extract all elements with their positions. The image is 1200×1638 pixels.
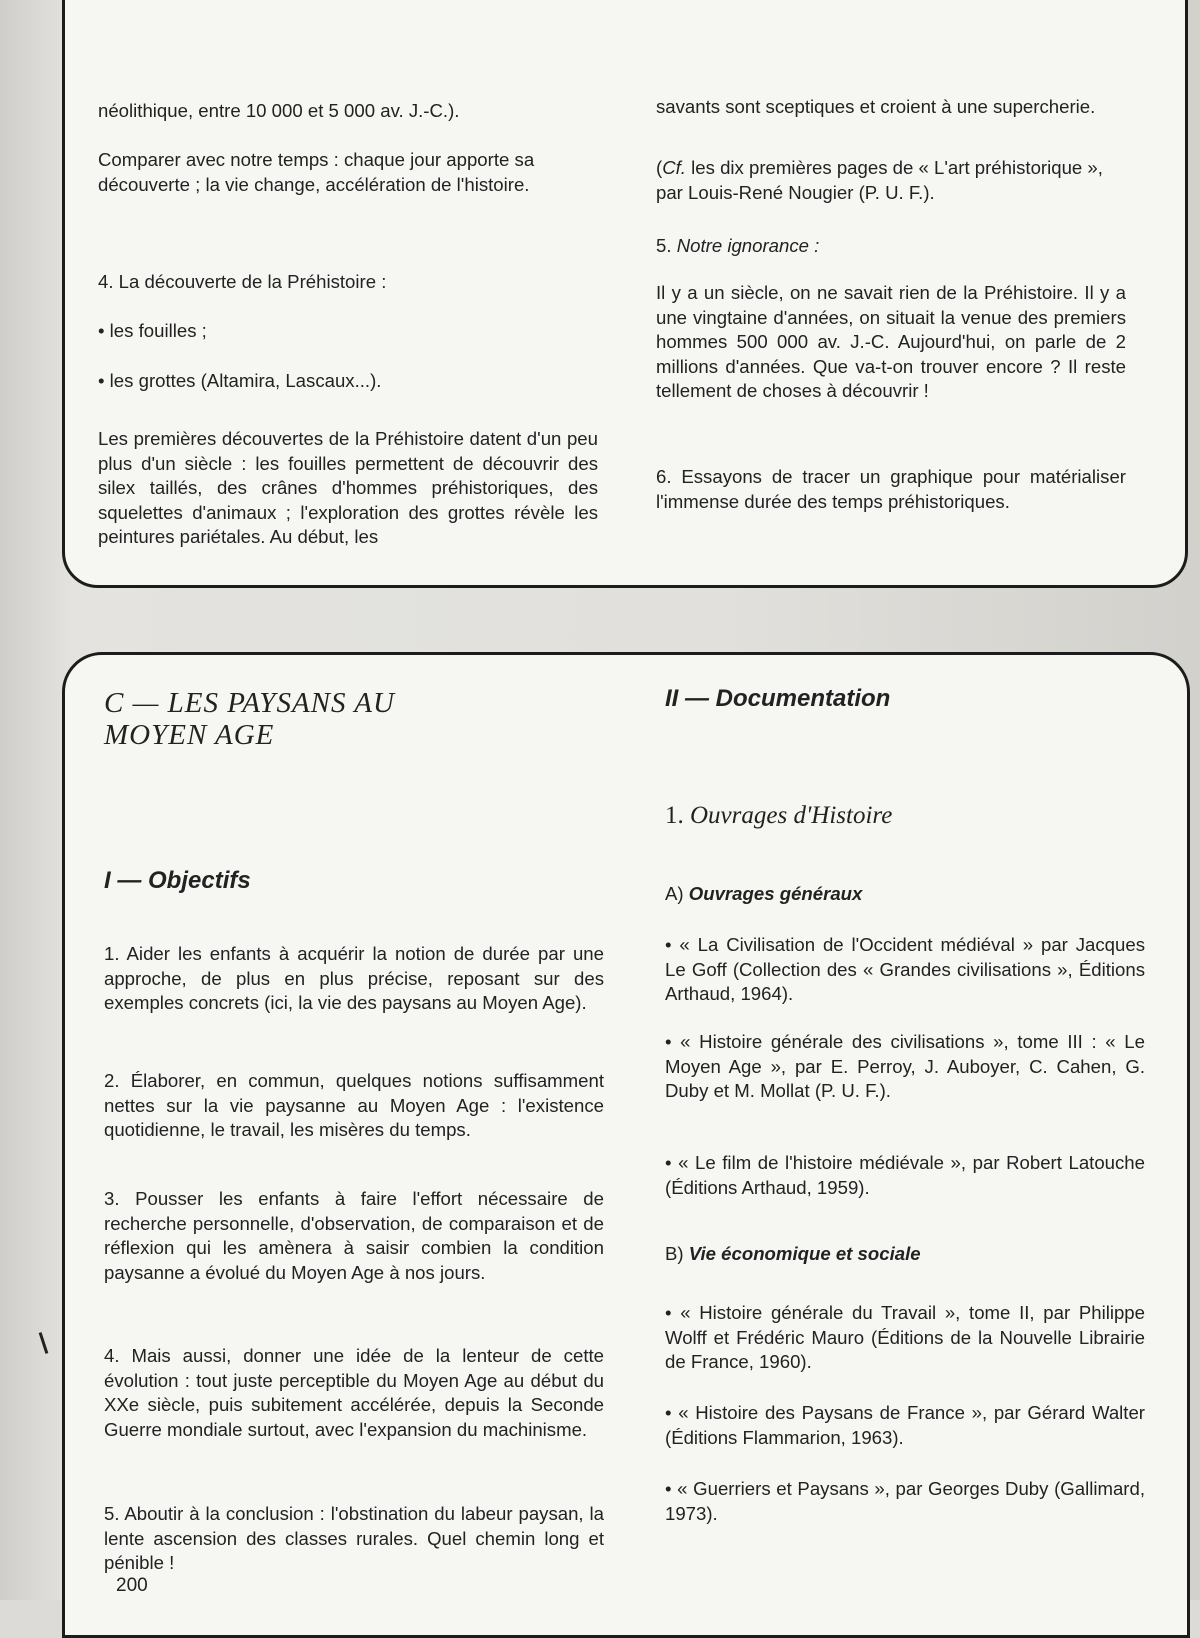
paragraph: Il y a un siècle, on ne savait rien de la Préhistoire. Il y a une vingtaine d'années, on situait la venue des premiers hommes 500 000 av. J.-C. Aujourd'hui, on parle de 2 millions d'années. Que va-t-on trouver encore ? Il reste tellement de choses à découvrir ! bbox=[656, 282, 1126, 401]
objective-item: 2. Élaborer, en commun, quelques notions suffisamment nettes sur la vie paysanne au Moyen Age : l'existence quotidienne, le travail, les misères du temps. bbox=[104, 1070, 604, 1140]
section-title: C — LES PAYSANS AU MOYEN AGE bbox=[104, 687, 395, 751]
reference-item: • « La Civilisation de l'Occident médiéval » par Jacques Le Goff (Collection des « Grandes civilisations », Éditions Arthaud, 1964). bbox=[665, 934, 1145, 1004]
objective-item: 1. Aider les enfants à acquérir la notion de durée par une approche, de plus en plus précise, reposant sur des exemples concrets (ici, la vie des paysans au Moyen Age). bbox=[104, 943, 604, 1013]
paragraph: Comparer avec notre temps : chaque jour apporte sa découverte ; la vie change, accélération de l'histoire. bbox=[98, 149, 535, 195]
objective-item: 4. Mais aussi, donner une idée de la lenteur de cette évolution : tout juste perceptible du Moyen Age au début du XXe siècle, puis subitement accélérée, depuis la Seconde Guerre mondiale surtout, avec l'expansion du machinisme. bbox=[104, 1345, 604, 1440]
ouvrages-heading: 1. Ouvrages d'Histoire bbox=[665, 802, 893, 829]
objective-item: 5. Aboutir à la conclusion : l'obstination du labeur paysan, la lente ascension des classes rurales. Quel chemin long et pénible ! bbox=[104, 1503, 604, 1573]
paragraph: néolithique, entre 10 000 et 5 000 av. J.-C.). bbox=[98, 100, 460, 121]
reference-item: • « Histoire générale des civilisations », tome III : « Le Moyen Age », par E. Perroy, J. Auboyer, C. Cahen, G. Duby et M. Mollat (P. U. F.). bbox=[665, 1031, 1145, 1101]
citation: (Cf. les dix premières pages de « L'art préhistorique », par Louis-René Nougier (P. U. F.). bbox=[656, 157, 1103, 203]
subheading: A) Ouvrages généraux bbox=[665, 883, 863, 904]
reference-item: • « Le film de l'histoire médiévale », par Robert Latouche (Éditions Arthaud, 1959). bbox=[665, 1152, 1145, 1198]
paragraph: Les premières découvertes de la Préhistoire datent d'un peu plus d'un siècle : les fouilles permettent de découvrir des silex taillés, des crânes d'hommes préhistoriques, des squelettes d'animaux ; l'exploration des grottes révèle les peintures pariétales. Au début, les bbox=[98, 428, 598, 547]
subheading: B) Vie économique et sociale bbox=[665, 1243, 921, 1264]
list-heading: 4. La découverte de la Préhistoire : bbox=[98, 271, 387, 292]
paragraph: 6. Essayons de tracer un graphique pour matérialiser l'immense durée des temps préhistoriques. bbox=[656, 466, 1126, 512]
bottom-frame bbox=[62, 652, 1190, 1638]
paragraph: savants sont sceptiques et croient à une supercherie. bbox=[656, 96, 1096, 117]
list-item: • les fouilles ; bbox=[98, 320, 207, 341]
reference-item: • « Histoire des Paysans de France », par Gérard Walter (Éditions Flammarion, 1963). bbox=[665, 1402, 1145, 1448]
documentation-heading: II — Documentation bbox=[665, 685, 891, 712]
reference-item: • « Guerriers et Paysans », par Georges Duby (Gallimard, 1973). bbox=[665, 1478, 1145, 1524]
list-item: • les grottes (Altamira, Lascaux...). bbox=[98, 370, 382, 391]
top-frame bbox=[62, 0, 1188, 588]
objectifs-heading: I — Objectifs bbox=[104, 867, 251, 894]
subheading: 5. Notre ignorance : bbox=[656, 235, 820, 256]
page-number: 200 bbox=[116, 1575, 148, 1596]
reference-item: • « Histoire générale du Travail », tome II, par Philippe Wolff et Frédéric Mauro (Éditions de la Nouvelle Librairie de France, 1960). bbox=[665, 1302, 1145, 1372]
objective-item: 3. Pousser les enfants à faire l'effort nécessaire de recherche personnelle, d'observation, de comparaison et de réflexion qui les amènera à saisir combien la condition paysanne a évolué du Moyen Age à nos jours. bbox=[104, 1188, 604, 1283]
